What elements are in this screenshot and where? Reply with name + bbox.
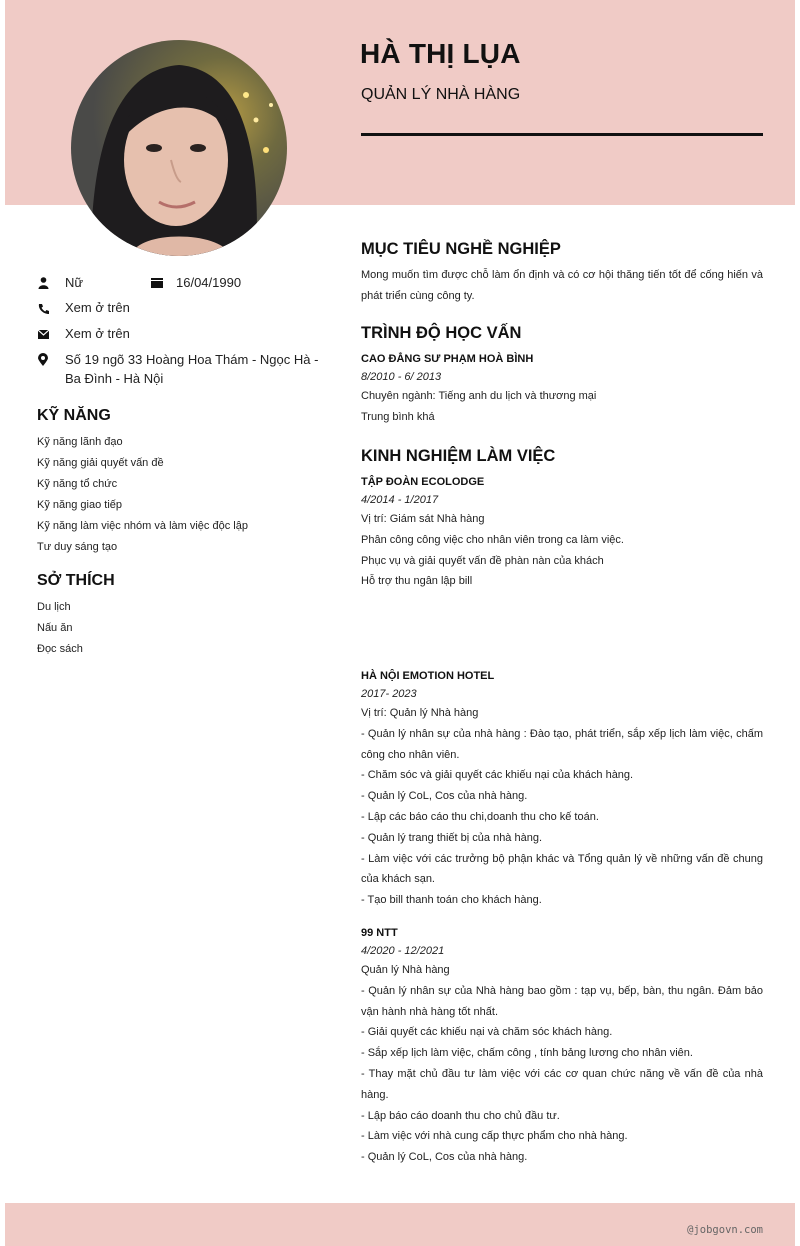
job-line: Vị trí: Quản lý Nhà hàng [361,707,479,719]
email-value: Xem ở trên [65,326,130,341]
job-line: - Tạo bill thanh toán cho khách hàng. [361,894,542,907]
job-line: Phục vụ và giải quyết vấn đề phàn nàn của khách [361,554,604,567]
skill-item: Kỹ năng giải quyết vấn đề [37,457,164,469]
job-line: - Quản lý CoL, Cos của nhà hàng. [361,790,528,803]
hobby-item: Du lịch [37,601,71,613]
location-pin-icon [37,353,49,365]
skills-list [37,432,248,558]
job-line: Quản lý Nhà hàng [361,964,450,976]
skills-heading: KỸ NĂNG [37,407,111,424]
skill-item: Kỹ năng tổ chức [37,478,118,490]
education-entry [361,350,763,428]
person-icon [37,277,49,289]
job-line: Vị trí: Giám sát Nhà hàng [361,513,485,525]
hobby-item: Đọc sách [37,643,83,655]
footer-credit: @jobgovn.com [687,1224,763,1236]
mail-icon [37,328,49,340]
job-line: - Quản lý nhân sự của nhà hàng : Đào tạo, phát triển, sắp xếp lịch làm việc, chấm công cho nhân viên. [361,727,763,761]
skill-item: Kỹ năng lãnh đạo [37,436,123,448]
experience-heading: KINH NGHIỆM LÀM VIỆC [361,447,556,465]
job-period: 2017- 2023 [361,688,417,700]
skill-item: Tư duy sáng tạo [37,541,118,553]
job-line: Phân công công việc cho nhân viên trong ca làm việc. [361,533,624,546]
address-value: Số 19 ngõ 33 Hoàng Hoa Thám - Ngọc Hà - Ba Đình - Hà Nội [65,352,319,386]
job-line: - Sắp xếp lịch làm việc, chấm công , tính bảng lương cho nhân viên. [361,1047,693,1060]
job-title: QUẢN LÝ NHÀ HÀNG [361,86,521,103]
job-line: - Lập báo cáo doanh thu cho chủ đầu tư. [361,1109,560,1122]
job-line: - Giải quyết các khiếu nại và chăm sóc khách hàng. [361,1026,613,1039]
hobby-item: Nấu ăn [37,622,73,634]
job-period: 4/2014 - 1/2017 [361,494,439,506]
phone-icon [37,302,49,314]
objective-heading: MỤC TIÊU NGHỀ NGHIỆP [361,240,561,258]
job-entry-99ntt [361,924,763,1168]
job-line: - Quản lý trang thiết bị của nhà hàng. [361,831,543,844]
job-line: - Làm việc với nhà cung cấp thực phẩm cho nhà hàng. [361,1130,628,1143]
job-org: HÀ NỘI EMOTION HOTEL [361,670,495,682]
education-line: Trung bình khá [361,410,435,423]
birthday-value: 16/04/1990 [176,275,242,290]
hobbies-heading: SỞ THÍCH [37,572,115,589]
job-line: - Quản lý nhân sự của Nhà hàng bao gồm : tạp vụ, bếp, bàn, thu ngân. Đảm bảo vận hành nhà hàng tốt nhất. [361,984,763,1018]
objective-text: Mong muốn tìm được chỗ làm ổn định và có cơ hội thăng tiến tốt để cống hiến và phát triển cùng công ty. [361,269,763,302]
calendar-icon [151,277,163,289]
job-line: - Thay mặt chủ đầu tư làm việc với các cơ quan chức năng về vấn đề của nhà hàng. [361,1067,763,1101]
footer-band [5,1203,795,1246]
gender-value: Nữ [65,275,84,290]
job-entry-emotion-hotel [361,667,763,911]
job-org: 99 NTT [361,927,398,939]
candidate-name: HÀ THỊ LỤA [360,38,521,69]
skill-item: Kỹ năng làm việc nhóm và làm việc độc lập [37,520,248,532]
education-heading: TRÌNH ĐỘ HỌC VẤN [361,324,522,342]
avatar-photo [71,40,287,256]
hobbies-list [37,597,83,660]
phone-value: Xem ở trên [65,300,130,315]
title-divider [361,133,763,136]
job-line: - Chăm sóc và giải quyết các khiếu nại của khách hàng. [361,769,634,782]
job-org: TẬP ĐOÀN ECOLODGE [361,476,485,488]
education-period: 8/2010 - 6/ 2013 [361,371,442,383]
job-line: - Quản lý CoL, Cos của nhà hàng. [361,1151,528,1164]
school-name: CAO ĐẲNG SƯ PHẠM HOÀ BÌNH [361,353,534,365]
skill-item: Kỹ năng giao tiếp [37,499,123,511]
job-period: 4/2020 - 12/2021 [361,945,445,957]
education-line: Chuyên ngành: Tiếng anh du lịch và thương mại [361,390,597,402]
job-line: - Làm việc với các trưởng bộ phận khác và Tổng quản lý về những vấn đề chung của khách sạn. [361,852,763,886]
job-entry-ecolodge [361,473,763,592]
job-line: - Lập các báo cáo thu chi,doanh thu cho kế toán. [361,810,599,823]
job-line: Hỗ trợ thu ngân lập bill [361,575,473,588]
avatar [71,40,287,256]
